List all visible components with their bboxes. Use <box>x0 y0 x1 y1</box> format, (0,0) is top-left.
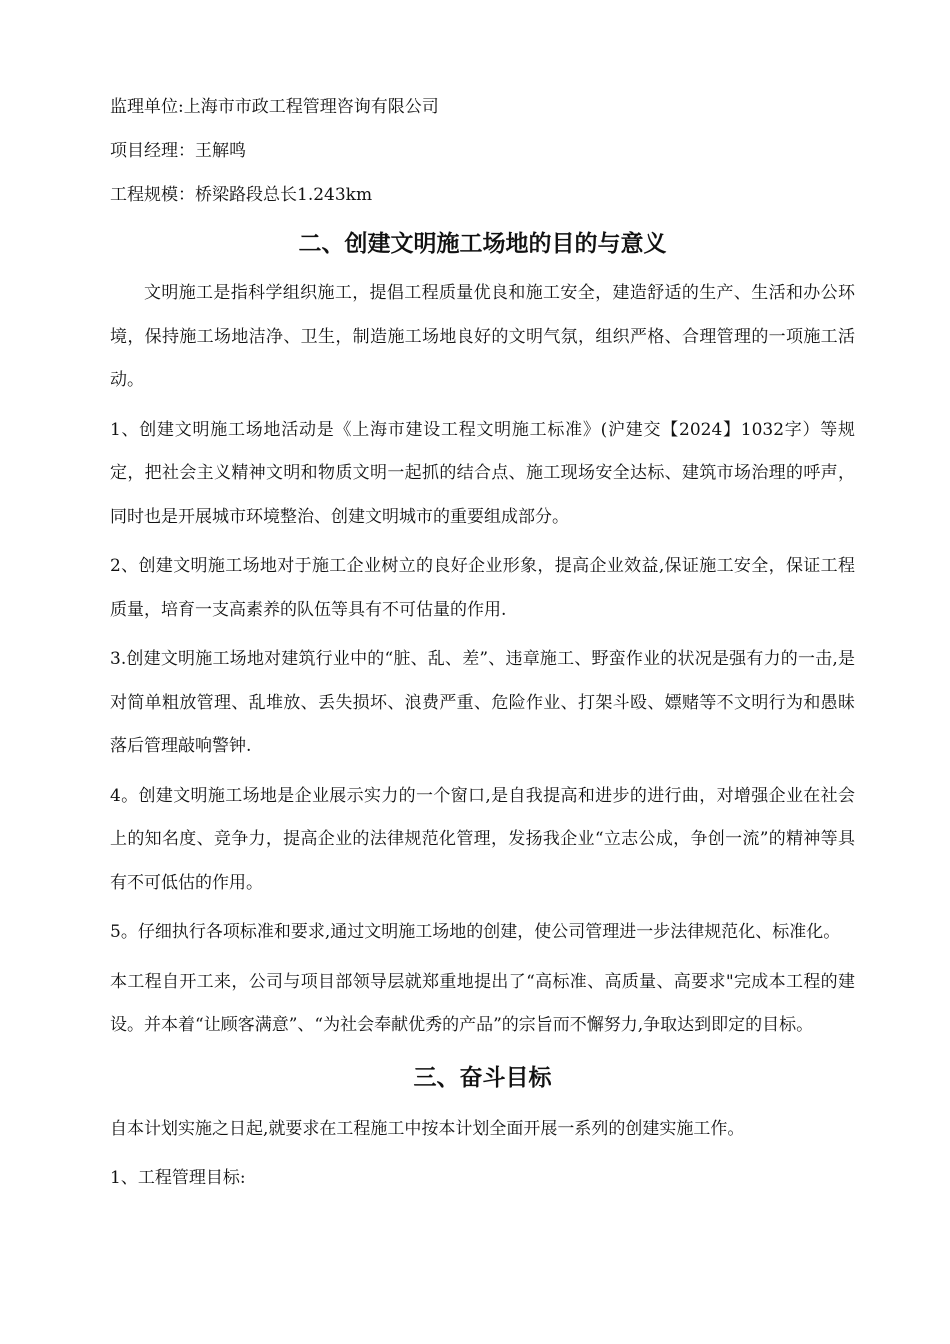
supervisor-line: 监理单位:上海市市政工程管理咨询有限公司 <box>110 97 439 117</box>
section-2-heading: 二、创建文明施工场地的目的与意义 <box>298 231 667 257</box>
section-2-item-2: 2、创建文明施工场地对于施工企业树立的良好企业形象，提高企业效益,保证施工安全，保证工程质量，培育一支高素养的队伍等具有不可估量的作用. <box>110 556 855 620</box>
document-body <box>110 92 855 1207</box>
section-3-intro: 自本计划实施之日起,就要求在工程施工中按本计划全面开展一系列的创建实施工作。 <box>110 1118 745 1139</box>
section-2-intro: 文明施工是指科学组织施工，提倡工程质量优良和施工安全，建造舒适的生产、生活和办公环境，保持施工场地洁净、卫生，制造施工场地良好的文明气氛，组织严格、合理管理的一项施工活动。 <box>110 283 855 390</box>
section-2-item-5: 5。仔细执行各项标准和要求,通过文明施工场地的创建，使公司管理进一步法律规范化、标准化。 <box>110 922 841 942</box>
section-2-item-4: 4。创建文明施工场地是企业展示实力的一个窗口,是自我提高和进步的进行曲，对增强企业在社会上的知名度、竞争力，提高企业的法律规范化管理，发扬我企业“立志公成，争创一流”的精神等具有不可低估的作用。 <box>110 785 855 893</box>
section-3-item-1: 1、工程管理目标: <box>110 1168 246 1188</box>
section-3-heading: 三、奋斗目标 <box>413 1064 552 1091</box>
project-manager-line: 项目经理：王解鸣 <box>110 141 246 161</box>
project-scale-line: 工程规模：桥梁路段总长1.243km <box>110 185 373 205</box>
section-2-closing: 本工程自开工来，公司与项目部领导层就郑重地提出了“高标准、高质量、高要求"完成本工程的建设。并本着“让顾客满意”、“为社会奉献优秀的产品”的宗旨而不懈努力,争取达到即定的目标。 <box>110 971 855 1035</box>
section-2-item-3: 3.创建文明施工场地对建筑行业中的“脏、乱、差”、违章施工、野蛮作业的状况是强有力的一击,是对简单粗放管理、乱堆放、丢失损坏、浪费严重、危险作业、打架斗殴、嫖赌等不文明行为和愚昧落后管理敲响警钟. <box>110 649 855 756</box>
section-2-item-1: 1、创建文明施工场地活动是《上海市建设工程文明施工标准》(沪建交【2024】1032字）等规定，把社会主义精神文明和物质文明一起抓的结合点、施工现场安全达标、建筑市场治理的呼声，同时也是开展城市环境整治、创建文明城市的重要组成部分。 <box>110 419 855 527</box>
